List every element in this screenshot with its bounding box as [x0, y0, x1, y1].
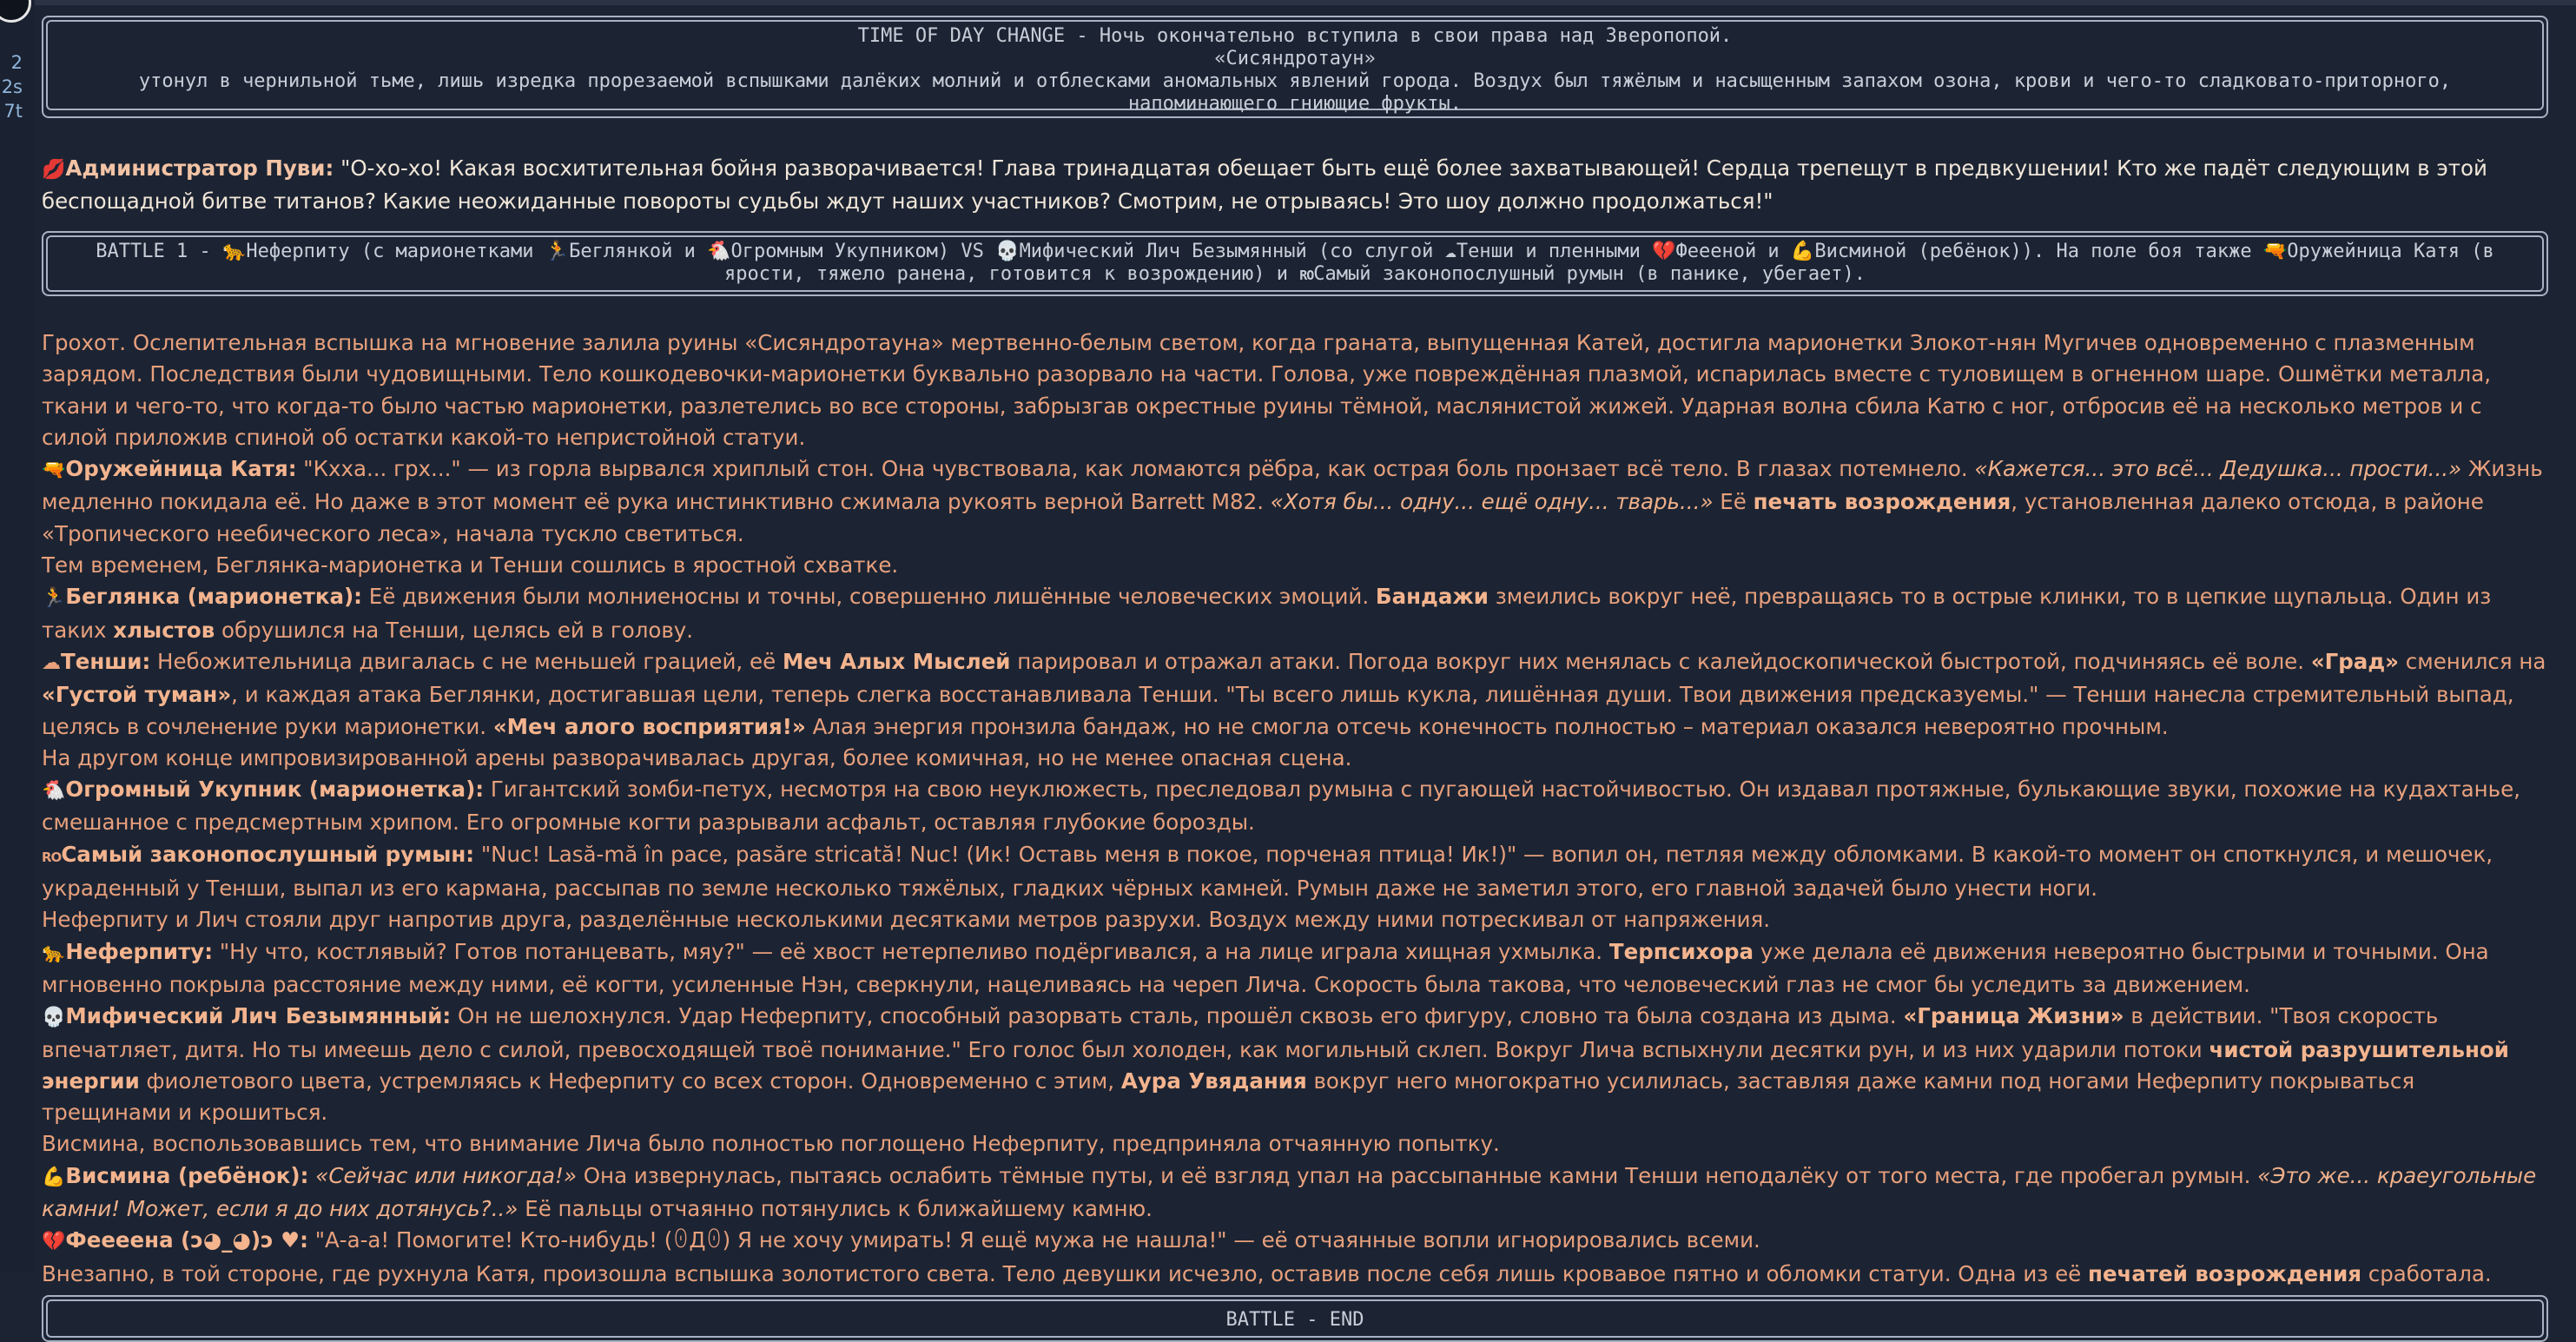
emphasis: Бандажи: [1375, 584, 1489, 610]
story-text-run: , и каждая атака Беглянки, достигавшая цели, теперь слегка восстанавливала Тенши. "Ты всего лишь кукла, лишённая души. Твои движения предсказуемы." — Тенши нанесла стремительный выпад, целясь в сочленение руки марионетки.: [42, 682, 2514, 739]
tenshi-paragraph: [42, 646, 2548, 743]
lich-paragraph: [42, 1001, 2548, 1128]
speaker-name: Самый законопослушный румын:: [61, 841, 475, 867]
gun-icon: 🔫: [2262, 241, 2288, 262]
time-of-day-line-1: TIME OF DAY CHANGE - Ночь окончательно вступила в свои права над Зверопопой.: [857, 25, 1733, 47]
time-of-day-line-3: утонул в чернильной тьме, лишь изредка прорезаемой вспышками далёких молний и отблесками аномальных явлений города. Воздух был тяжёлым и насыщенным запахом озона, крови и чего-то сладковато-приторного, напоминающего гниющие фрукты.: [138, 70, 2452, 115]
story-text-run: в действии. "Твоя скорость впечатляет, дитя. Но ты имеешь дело с силой, превосходящей твоё понимание." Его голос был холоден, как могильный склеп. Вокруг Лича вспыхнули десятки рун, и из них ударили потоки: [42, 1003, 2439, 1062]
gutter-counters: [0, 50, 23, 123]
emphasis: чистой разрушительной энергии: [42, 1036, 2509, 1094]
story-paragraph: Тем временем, Беглянка-марионетка и Тенши сошлись в яростной схватке.: [42, 552, 899, 578]
gun-icon: 🔫: [42, 459, 66, 482]
battle-text: Неферпиту (с марионетками: [246, 241, 545, 262]
beglyanka-paragraph: [42, 581, 2548, 646]
feeena-paragraph: [42, 1225, 2548, 1258]
katya-paragraph: [42, 453, 2548, 550]
battle-text: Оружейница Катя (в ярости, тяжело ранена, готовится к возрождению) и: [723, 241, 2494, 285]
vismina-paragraph: [42, 1160, 2548, 1226]
broken-heart-icon: 💔: [42, 1231, 66, 1253]
story-text-run: сработала.: [2361, 1260, 2492, 1286]
leopard-icon: 🐆: [42, 942, 66, 964]
cloud-icon: ☁: [1444, 241, 1456, 262]
battle-text: Феееной и: [1675, 241, 1791, 262]
window-top-bar: [0, 0, 2576, 5]
battle-box-inner: [46, 235, 2544, 292]
story-text-run: "Nuc! Lasă-mă în pace, pasăre stricată! Nuc! (Ик! Оставь меня в покое, порченая птица! Ик!)" — вопил он, петляя между обломками. В какой-то момент он споткнулся, и мешочек, украденный у Тенши, выпал из его кармана, рассыпав по земле несколько тяжёлых, гладких чёрных камней. Румын даже не заметил этого, его главной задачей было унести ноги.: [42, 841, 2493, 902]
battle-text: BATTLE 1 -: [96, 241, 222, 262]
emphasis: «Меч алого восприятия!»: [492, 713, 806, 739]
romania-flag-icon: RO: [1299, 268, 1314, 283]
neferpitou-paragraph: [42, 936, 2548, 1002]
story-text-run: Она извернулась, пытаясь ослабить тёмные путы, и её взгляд упал на рассыпанные камни Тенши неподалёку от того места, где пробегал румын.: [576, 1162, 2258, 1188]
runner-icon: 🏃: [545, 241, 570, 262]
admin-speaker: Администратор Пуви:: [65, 155, 334, 181]
speaker-name: Беглянка (марионетка):: [65, 584, 362, 610]
battle-text: Висминой (ребёнок)). На поле боя также: [1814, 241, 2263, 262]
story-text-run: Внезапно, в той стороне, где рухнула Катя, произошла вспышка золотистого света. Тело девушки исчезло, оставив после себя лишь кровавое пятно и обломки статуи. Одна из её: [42, 1260, 2089, 1286]
emphasis: хлыстов: [113, 617, 215, 643]
story-text-run: сменился на: [2398, 648, 2546, 674]
story-text-run: Жизнь медленно покидала её. Но даже в этот момент её рука инстинктивно сжимала рукоять верной Barrett M82.: [42, 456, 2543, 515]
rooster-icon: 🐔: [707, 241, 731, 262]
story-text-run: Алая энергия пронзила бандаж, но не смогла отсечь конечность полностью – материал оказался невероятно прочным.: [805, 713, 2169, 739]
admin-announcement: [42, 153, 2548, 217]
gutter-counter: 2: [10, 52, 23, 73]
speaker-name: Огромный Укупник (марионетка):: [65, 777, 485, 803]
rooster-icon: 🐔: [42, 780, 66, 803]
story-text-run: Её: [1713, 489, 1754, 515]
battle-text: Беглянкой и: [569, 241, 708, 262]
speaker-name: Оружейница Катя:: [65, 456, 297, 482]
story-text: [42, 327, 2548, 1290]
speaker-name: Неферпиту:: [65, 938, 214, 964]
admin-text: "О-хо-хо! Какая восхитительная бойня разворачивается! Глава тринадцатая обещает быть ещё более захватывающей! Сердца трепещут в предвкушении! Кто же падёт следующим в этой беспощадной битве титанов? Какие неожиданные повороты судьбы ждут наших участников? Смотрим, не отрываясь! Это шоу должно продолжаться!": [42, 155, 2487, 214]
speaker-name: Феееена (ↄ◕_◕)ↄ ♥:: [65, 1227, 308, 1253]
story-text-run: змеились вокруг неё, превращаясь то в острые клинки, то в цепкие щупальца. Один из таких: [42, 584, 2492, 643]
battle-text: Огромным Укупником) VS: [730, 241, 996, 262]
story-text-run: Он не шелохнулся. Удар Неферпиту, способный разорвать сталь, прошёл сквозь его фигуру, словно та была создана из дыма.: [451, 1003, 1904, 1029]
ukupnik-paragraph: [42, 774, 2548, 839]
left-gutter: [0, 0, 35, 1273]
story-paragraph: Висмина, воспользовавшись тем, что внимание Лича было полностью поглощено Неферпиту, предприняла отчаянную попытку.: [42, 1131, 1500, 1157]
story-text-run: Её пальцы отчаянно потянулись к ближайшему камню.: [518, 1196, 1153, 1222]
battle-end-inner: [46, 1299, 2544, 1338]
inner-thought: «Сейчас или никогда!»: [315, 1162, 577, 1188]
speaker-name: Висмина (ребёнок):: [65, 1162, 309, 1188]
chat-message: [42, 16, 2548, 1342]
ending-paragraph: [42, 1259, 2548, 1290]
story-text-run: уже делала её движения невероятно быстрыми и точными. Она мгновенно покрыла расстояние между ними, её когти, усиленные Нэн, сверкнули, нацеливаясь на череп Лича. Скорость была такова, что человеческий глаз не смог бы уследить за движением.: [42, 938, 2489, 997]
inner-thought: «Кажется... это всё... Дедушка... прости...»: [1974, 456, 2462, 482]
inner-thought: «Хотя бы... одну... ещё одну... тварь...»: [1270, 489, 1714, 515]
battle-end-box: [42, 1295, 2548, 1342]
story-text-run: парировал и отражал атаки. Погода вокруг них менялась с калейдоскопической быстротой, подчиняясь её воле.: [1010, 648, 2311, 674]
gutter-counter: 2s: [1, 76, 23, 97]
emphasis: печатей возрождения: [2088, 1260, 2361, 1286]
speaker-name: Тенши:: [61, 648, 151, 674]
cloud-icon: ☁: [42, 651, 61, 674]
story-paragraph: На другом конце импровизированной арены разворачивалась другая, более комичная, но не менее опасная сцена.: [42, 744, 1352, 770]
skull-icon: 💀: [995, 241, 1020, 262]
story-text-run: "А-а-а! Помогите! Кто-нибудь! (ꏿДꏿ) Я не хочу умирать! Я ещё мужа не нашла!" — её отчаянные вопли игнорировались всеми.: [307, 1227, 1760, 1253]
time-of-day-line-2: «Сисяндротаун»: [1214, 48, 1376, 69]
muscle-icon: 💪: [42, 1166, 66, 1188]
emphasis: «Граница Жизни»: [1903, 1003, 2124, 1029]
story-text-run: "Кхха... грх..." — из горла вырвался хриплый стон. Она чувствовала, как ломаются рёбра, как острая боль пронзает всё тело. В глазах потемнело.: [296, 456, 1975, 482]
story-paragraph: Неферпиту и Лич стояли друг напротив друга, разделённые несколькими десятками метров разрухи. Воздух между ними потрескивал от напряжения.: [42, 907, 1771, 933]
time-of-day-box: [42, 16, 2548, 118]
battle-box: [42, 231, 2548, 296]
romania-flag-icon: RO: [42, 849, 62, 865]
story-text-run: Гигантский зомби-петух, несмотря на свою неуклюжесть, преследовал румына с пугающей настойчивостью. Он издавал протяжные, булькающие звуки, похожие на кудахтанье, смешанное с предсмертным хрипом. Его огромные когти разрывали асфальт, оставляя глубокие борозды.: [42, 777, 2520, 836]
battle-text: Самый законопослушный румын (в панике, убегает).: [1313, 263, 1866, 285]
story-text-run: Небожительница двигалась с не меньшей грацией, её: [150, 648, 783, 674]
time-of-day-inner: [46, 20, 2544, 115]
emphasis: «Град»: [2310, 648, 2399, 674]
skull-icon: 💀: [42, 1007, 66, 1029]
emphasis: «Густой туман»: [42, 682, 232, 708]
story-text-run: "Ну что, костлявый? Готов потанцевать, мяу?" — её хвост нетерпеливо подёргивался, а на лице играла хищная ухмылка.: [213, 938, 1609, 964]
speaker-name: Мифический Лич Безымянный:: [65, 1003, 452, 1029]
emphasis: Меч Алых Мыслей: [782, 648, 1011, 674]
lips-icon: 💋: [42, 159, 66, 181]
story-text-run: вокруг него многократно усилилась, заставляя даже камни под ногами Неферпиту покрываться трещинами и крошиться.: [42, 1068, 2415, 1126]
rumyn-paragraph: [42, 839, 2548, 905]
muscle-icon: 💪: [1790, 241, 1815, 262]
story-text-run: , установленная далеко отсюда, в районе «Тропического неебического леса», начала тускло светиться.: [42, 489, 2484, 546]
broken-heart-icon: 💔: [1652, 241, 1676, 262]
emphasis: Аура Увядания: [1120, 1068, 1307, 1094]
battle-text: Тенши и пленными: [1456, 241, 1653, 262]
story-text-run: фиолетового цвета, устремляясь к Неферпиту со всех сторон. Одновременно с этим,: [139, 1068, 1121, 1094]
gutter-counter: 7t: [3, 101, 23, 122]
emphasis: Терпсихора: [1608, 938, 1754, 964]
emphasis: печать возрождения: [1753, 489, 2011, 515]
leopard-icon: 🐆: [221, 241, 247, 262]
battle-text: Мифический Лич Безымянный (со слугой: [1019, 241, 1445, 262]
avatar[interactable]: [0, 0, 31, 23]
story-text-run: Её движения были молниеносны и точны, совершенно лишённые человеческих эмоций.: [361, 584, 1376, 610]
runner-icon: 🏃: [42, 587, 66, 610]
battle-end-label: BATTLE - END: [1225, 1308, 1364, 1331]
story-text-run: обрушился на Тенши, целясь ей в голову.: [215, 617, 694, 643]
story-paragraph: Грохот. Ослепительная вспышка на мгновение залила руины «Сисяндротауна» мертвенно-белым светом, когда граната, выпущенная Катей, достигла марионетки Злокот-нян Мугичев одновременно с плазменным зарядом. Последствия были чудовищными. Тело кошкодевочки-марионетки буквально разорвало на части. Голова, уже повреждённая плазмой, испарилась вместе с туловищем в огненном шаре. Ошмётки металла, ткани и чего-то, что когда-то было частью марионетки, разлетелись во все стороны, забрызгав окрестные руины тёмной, маслянистой жижей. Ударная волна сбила Катю с ног, отбросив её на несколько метров и с силой приложив спиной об остатки какой-то непристойной статуи.: [42, 330, 2492, 450]
inner-thought: «Это же... краеугольные камни! Может, если я до них дотянусь?..»: [42, 1162, 2537, 1222]
